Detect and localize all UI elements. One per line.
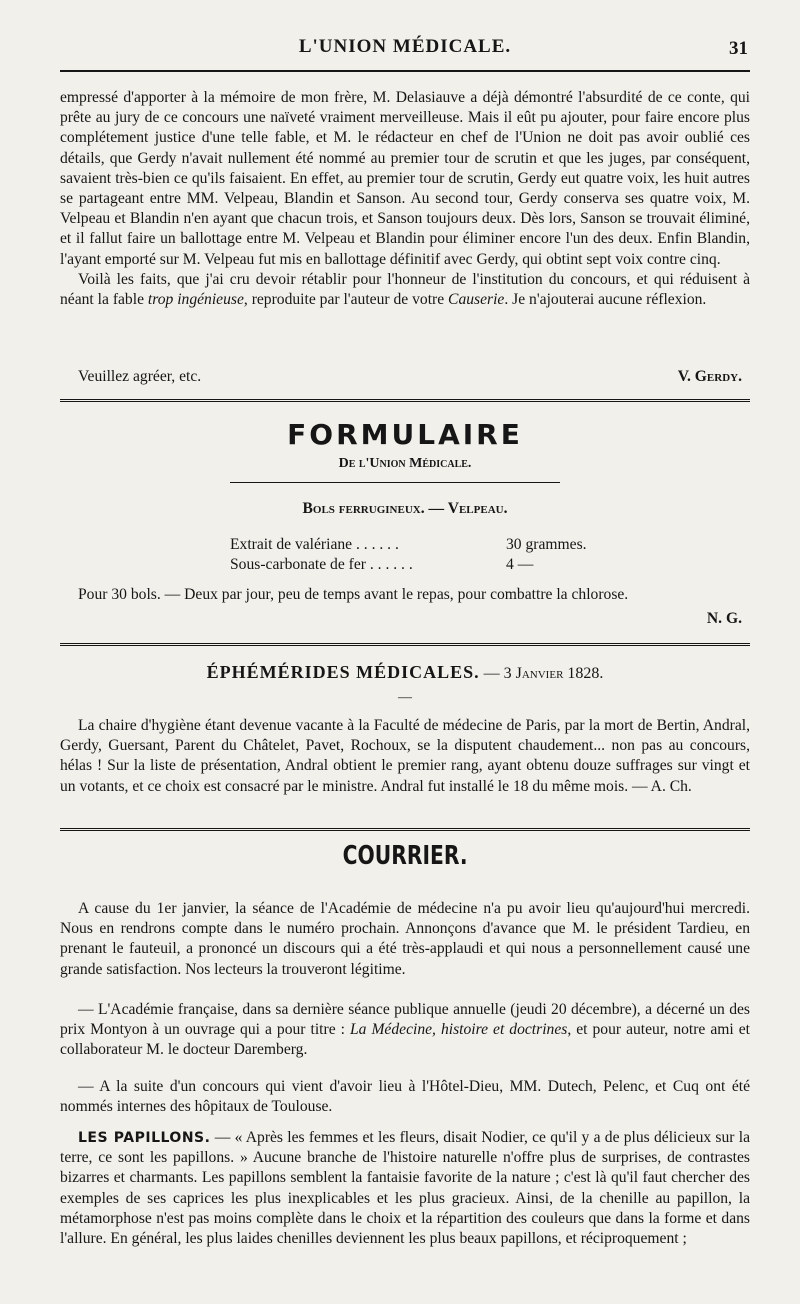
section-rule <box>60 399 750 402</box>
ephemerides-title: ÉPHÉMÉRIDES MÉDICALES. <box>206 662 480 682</box>
section-rule <box>60 828 750 831</box>
letter-italic: trop ingénieuse <box>147 291 244 309</box>
section-rule <box>60 643 750 646</box>
courrier-paragraph-2 <box>60 1000 750 1061</box>
letter-closing: Veuillez agréer, etc. <box>78 368 202 385</box>
letter-paragraph-1: empressé d'apporter à la mémoire de mon frère, M. Delasiauve a déjà démontré l'absurdité de ce conte, qui prête au jury de ce concours une naïveté vraiment merveilleuse. Mais il eût pu ajouter, pour faire encore plus complétement justice d'une telle fable, et M. le rédacteur en chef de l'Union ne doit pas avoir oublié ces détails, que Gerdy n'avait nullement été nommé au premier tour de scrutin et que les juges, par conséquent, savaient très-bien ce qu'ils faisaient. En effet, au premier tour de scrutin, Gerdy eut quatre voix, les huit autres se partageant entre MM. Velpeau, Blandin et Sanson. Au second tour, Gerdy conserva ses quatre voix, M. Velpeau et Blandin n'en ayant que chacun trois, et Sanson toujours deux. Dès lors, Sanson se trouvait éliminé, et il fallut faire un ballottage entre M. Velpeau et Blandin pour éliminer encore l'un des deux. Enfin Blandin, l'ayant emporté sur M. Velpeau fut mis en ballottage définitif avec Gerdy, qui obtint sept voix contre cinq. <box>60 89 750 268</box>
ingredient-row <box>230 556 534 574</box>
ephemerides-heading <box>60 662 750 683</box>
recipe-initials: N. G. <box>706 610 742 627</box>
courrier-text: — L'Académie française, dans sa dernière séance publique annuelle (jeudi 20 décembre), a décerné un des prix Montyon à un ouvrage qui a pour titre : <box>60 1001 750 1039</box>
letter-text: . Je n'ajouterai aucune réflexion. <box>504 291 707 309</box>
courrier-title-wrap <box>60 841 750 871</box>
courrier-text: , et pour auteur, notre ami et collaborateur M. le docteur Daremberg. <box>60 1021 751 1059</box>
formulaire-subtitle: De l'Union Médicale. <box>338 456 472 471</box>
courrier-italic: La Médecine, histoire et doctrines <box>349 1021 568 1039</box>
formulaire-title: FORMULAIRE <box>287 418 523 451</box>
letter-paragraph-2 <box>60 270 750 310</box>
page-number: 31 <box>729 38 748 59</box>
recipe-title: Bols ferrugineux. — Velpeau. <box>302 500 508 517</box>
ingredient-qty: 4 — <box>506 556 534 573</box>
ingredient-name: Sous-carbonate de fer . . . . . . <box>230 556 413 573</box>
ephemerides-date: — 3 Janvier 1828. <box>483 665 604 682</box>
ephemerides-dash: — <box>398 690 412 705</box>
letter-text: Voilà les faits, que j'ai cru devoir rétablir pour l'honneur de l'institution du concours, et qui réduisent à néant la fable <box>60 270 750 309</box>
header-rule <box>60 70 750 72</box>
letter-text: , reproduite par l'auteur de votre <box>243 291 449 309</box>
ingredient-row <box>230 536 587 554</box>
letter-italic: Causerie <box>448 291 505 309</box>
courrier-title: COURRIER. <box>342 841 468 871</box>
letter-signature: V. Gerdy. <box>677 368 742 385</box>
running-header <box>60 34 750 64</box>
courrier-paragraph-1: A cause du 1er janvier, la séance de l'Académie de médecine n'a pu avoir lieu qu'aujourd'hui mercredi. Nous en rendrons compte dans le numéro prochain. Annonçons d'avance que M. le président Tardieu, en prenant le fauteuil, a prononcé un discours qui a été très-applaudi et qui nous a personnellement causé une grande satisfaction. Nos lecteurs la trouveront légitime. <box>60 900 750 978</box>
formulaire-rule <box>230 482 560 483</box>
courrier-text: — « Après les femmes et les fleurs, disait Nodier, ce qu'il y a de plus délicieux sur la terre, ce sont les papillons. » Aucune branche de l'histoire naturelle n'offre plus de surprises, de contrastes bizarres et charmants. Les papillons semblent la fantaisie favorite de la nature ; c'est là qu'il faut chercher des exemples de ses caprices les plus inexplicables et les plus gracieux. Ainsi, de la chenille au papillon, la métamorphose n'est pas moins complète dans le choix et la répartition des couleurs que dans la forme et dans l'allure. En général, les plus laides chenilles deviennent les plus beaux papillons, et réciproquement ; <box>60 1129 750 1248</box>
journal-title: L'UNION MÉDICALE. <box>298 36 512 57</box>
ephemerides-text: La chaire d'hygiène étant devenue vacante à la Faculté de médecine de Paris, par la mort de Bertin, Andral, Gerdy, Guersant, Parent du Châtelet, Pavet, Rochoux, se la disputent chaudement... non pas au concours, hélas ! Sur la liste de présentation, Andral obtient le premier rang, ayant obtenu douze suffrages sur vingt et un votants, et ce choix est consacré par le ministre. Andral fut installé le 18 du même mois. — A. Ch. <box>60 717 750 795</box>
courrier-paragraph-3: — A la suite d'un concours qui vient d'avoir lieu à l'Hôtel-Dieu, MM. Dutech, Pelenc, et Cuq ont été nommés internes des hôpitaux de Toulouse. <box>60 1078 750 1116</box>
courrier-paragraph-4 <box>60 1128 750 1249</box>
ingredient-name: Extrait de valériane . . . . . . <box>230 536 399 553</box>
letter-closing-line <box>60 368 750 386</box>
letter-section <box>60 88 750 310</box>
recipe-instructions: Pour 30 bols. — Deux par jour, peu de temps avant le repas, pour combattre la chlorose. <box>78 586 629 603</box>
papillons-label: LES PAPILLONS. <box>78 1130 211 1146</box>
ingredient-qty: 30 grammes. <box>506 536 587 553</box>
